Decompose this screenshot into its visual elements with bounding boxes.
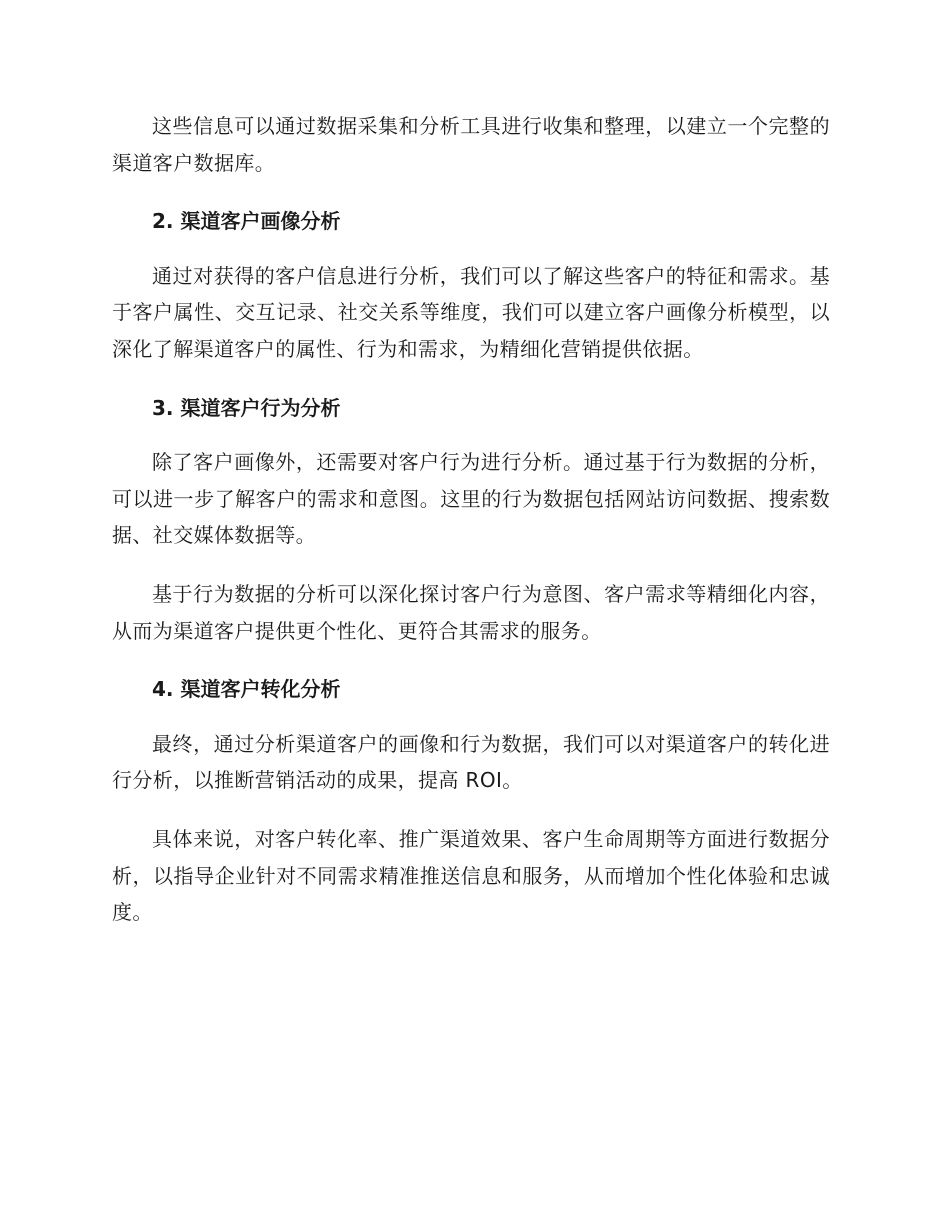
paragraph-customer-profile: 通过对获得的客户信息进行分析，我们可以了解这些客户的特征和需求。基于客户属性、交互记录、社交关系等维度，我们可以建立客户画像分析模型，以深化了解渠道客户的属性、行为和需求，为精细化营销提供依据。 bbox=[112, 263, 830, 361]
paragraph-customer-conversion: 最终，通过分析渠道客户的画像和行为数据，我们可以对渠道客户的转化进行分析，以推断营销活动的成果，提高 ROI。 bbox=[112, 731, 830, 793]
paragraph-behavior-data-analysis: 基于行为数据的分析可以深化探讨客户行为意图、客户需求等精细化内容，从而为渠道客户提供更个性化、更符合其需求的服务。 bbox=[112, 581, 830, 643]
document-page bbox=[112, 108, 830, 953]
heading-customer-behavior-analysis: 3. 渠道客户行为分析 bbox=[152, 395, 341, 420]
paragraph-database: 这些信息可以通过数据采集和分析工具进行收集和整理，以建立一个完整的渠道客户数据库。 bbox=[112, 114, 830, 175]
paragraph-conversion-details: 具体来说，对客户转化率、推广渠道效果、客户生命周期等方面进行数据分析，以指导企业针对不同需求精准推送信息和服务，从而增加个性化体验和忠诚度。 bbox=[112, 826, 830, 925]
paragraph-customer-behavior: 除了客户画像外，还需要对客户行为进行分析。通过基于行为数据的分析，可以进一步了解客户的需求和意图。这里的行为数据包括网站访问数据、搜索数据、社交媒体数据等。 bbox=[112, 450, 830, 548]
heading-customer-profile-analysis: 2. 渠道客户画像分析 bbox=[152, 209, 341, 234]
heading-customer-conversion-analysis: 4. 渠道客户转化分析 bbox=[152, 677, 341, 702]
